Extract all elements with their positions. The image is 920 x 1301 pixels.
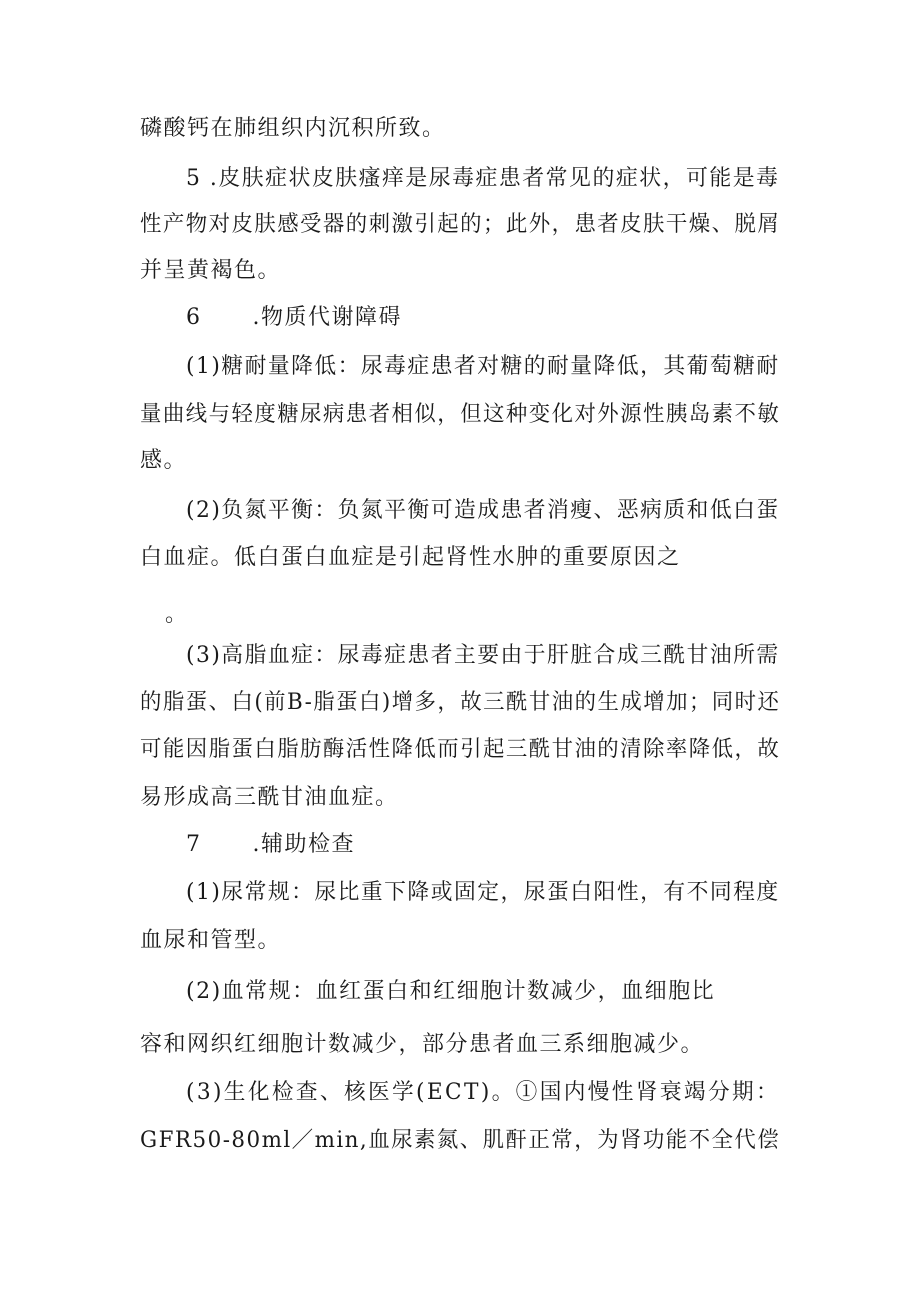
text-line: 。 <box>165 602 189 627</box>
text-line: (3)生化检查、核医学(ECT)。①国内慢性肾衰竭分期： <box>186 1080 781 1105</box>
text-line: 性产物对皮肤感受器的刺激引起的；此外，患者皮肤干燥、脱屑 <box>140 212 781 237</box>
text-line: 的脂蛋、白(前B-脂蛋白)增多，故三酰甘油的生成增加；同时还 <box>140 690 781 715</box>
text-line: 量曲线与轻度糖尿病患者相似，但这种变化对外源性胰岛素不敏 <box>140 402 781 427</box>
section-heading: 7 .辅助检查 <box>186 832 355 857</box>
text-line: GFR50-80ml／min,血尿素氮、肌酐正常，为肾功能不全代偿 <box>140 1128 781 1153</box>
text-line: 可能因脂蛋白脂肪酶活性降低而引起三酰甘油的清除率降低，故 <box>140 737 781 762</box>
text-line: 感。 <box>140 448 188 473</box>
text-line: (3)高脂血症：尿毒症患者主要由于肝脏合成三酰甘油所需 <box>186 643 780 668</box>
text-line: (1)糖耐量降低：尿毒症患者对糖的耐量降低，其葡萄糖耐 <box>186 354 780 379</box>
text-line: 5 .皮肤症状皮肤瘙痒是尿毒症患者常见的症状，可能是毒 <box>186 166 780 191</box>
section-heading: 6 .物质代谢障碍 <box>186 305 402 330</box>
text-line: 血尿和管型。 <box>140 928 282 953</box>
text-line: (1)尿常规：尿比重下降或固定，尿蛋白阳性，有不同程度 <box>186 880 780 905</box>
text-line: (2)血常规：血红蛋白和红细胞计数减少，血细胞比 <box>186 979 716 1004</box>
text-line: 白血症。低白蛋白血症是引起肾性水肿的重要原因之 <box>140 545 681 570</box>
text-line: 磷酸钙在肺组织内沉积所致。 <box>140 116 446 141</box>
text-line: 易形成高三酰甘油血症。 <box>140 785 399 810</box>
text-line: 并呈黄褐色。 <box>140 258 282 283</box>
text-line: 容和网织红细胞计数减少，部分患者血三系细胞减少。 <box>140 1032 705 1057</box>
text-line: (2)负氮平衡：负氮平衡可造成患者消瘦、恶病质和低白蛋 <box>186 498 780 523</box>
